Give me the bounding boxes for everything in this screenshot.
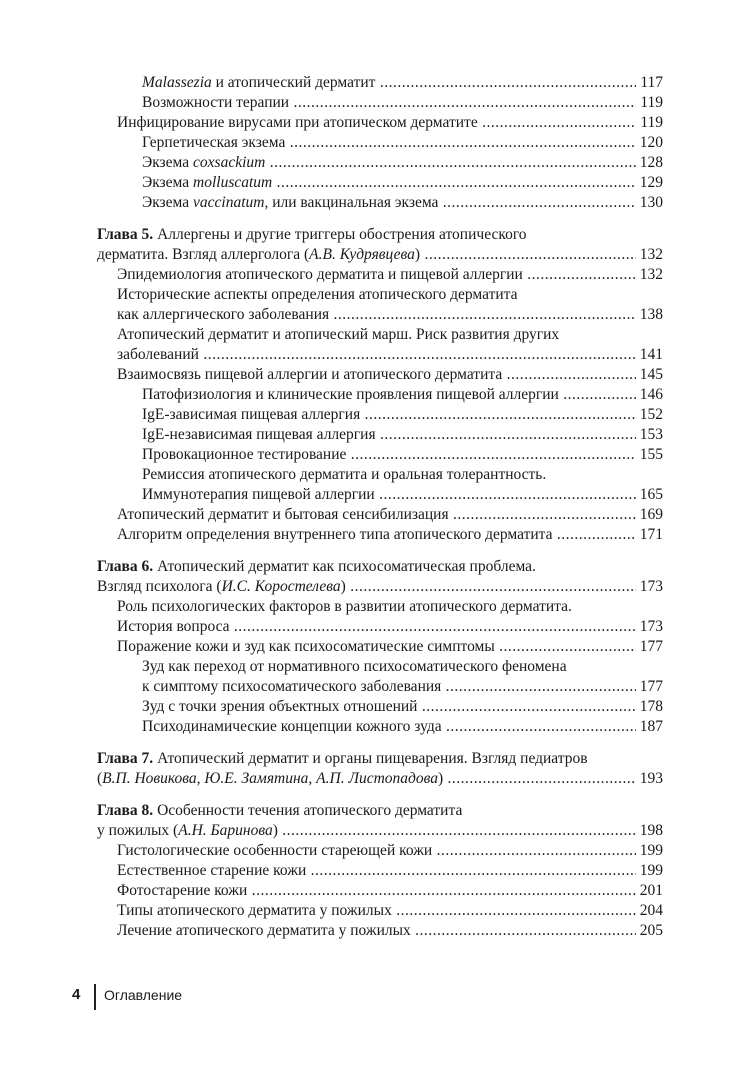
toc-page-number: 132 [636,265,663,285]
toc-entry [97,305,663,325]
toc-entry-title: Иммунотерапия пищевой аллергии ..... [142,486,663,503]
toc-entry [97,637,663,657]
toc-entry [97,345,663,365]
toc-entry-title: Поражение кожи и зуд как психосоматические симптомы ..... [117,638,663,655]
toc-page-number: 178 [636,697,663,717]
toc-entry-title: Алгоритм определения внутреннего типа атопического дерматита ..... [117,526,663,543]
toc-entry-title: Эпидемиология атопического дерматита и пищевой аллергии ..... [117,266,663,283]
toc-page-number: 198 [636,821,663,841]
toc-entry-title: Глава 5. Аллергены и другие триггеры обострения атопического [97,226,527,243]
footer-divider [94,984,96,1010]
toc-entry [97,697,663,717]
running-header-label: Оглавление [104,987,183,1003]
toc-page-number: 204 [636,901,663,921]
toc-entry [97,173,663,193]
section-gap [97,737,663,749]
section-gap [97,545,663,557]
toc-page-number: 130 [636,193,663,213]
toc-entry [97,841,663,861]
toc-page-number: 141 [636,345,663,365]
toc-page-number: 173 [636,577,663,597]
toc-entry [97,445,663,465]
toc-page-number: 169 [636,505,663,525]
toc-entry-title: к симптому психосоматического заболевания ..... [142,678,663,695]
toc-page-number: 152 [636,405,663,425]
toc-entry-title: Зуд с точки зрения объектных отношений ..... [142,698,663,715]
toc-entry [97,677,663,697]
toc-page-number: 117 [636,73,663,93]
toc-entry-title: как аллергического заболевания ..... [117,306,663,323]
toc-page-number: 171 [636,525,663,545]
toc-entry [97,73,663,93]
toc-entry [97,325,663,345]
toc-entry [97,113,663,133]
toc-entry-title: дерматита. Взгляд аллерголога (А.В. Кудрявцева) ..... [97,246,663,263]
toc-entry [97,425,663,445]
toc-entry-title: Глава 8. Особенности течения атопического дерматита [97,802,463,819]
toc-entry-title: Ремиссия атопического дерматита и оральная толерантность. [142,466,547,483]
toc-entry-title: IgE-независимая пищевая аллергия ..... [142,426,663,443]
toc-entry-title: Патофизиология и клинические проявления пищевой аллергии ..... [142,386,663,403]
toc-entry [97,657,663,677]
toc-page-number: 173 [636,617,663,637]
toc-entry [97,525,663,545]
toc-entry [97,557,663,577]
toc-entry [97,597,663,617]
toc-page-number: 201 [636,881,663,901]
toc-entry [97,749,663,769]
toc-entry-title: Взаимосвязь пищевой аллергии и атопического дерматита ..... [117,366,663,383]
toc-page-number: 146 [636,385,663,405]
toc-page-number: 187 [636,717,663,737]
toc-page-number: 145 [636,365,663,385]
toc-page-number: 132 [636,245,663,265]
toc-page-number: 120 [636,133,663,153]
table-of-contents [97,73,663,941]
toc-entry-title: Естественное старение кожи ..... [117,862,663,879]
section-gap [97,213,663,225]
toc-page-number: 165 [636,485,663,505]
toc-page-number: 193 [636,769,663,789]
toc-entry [97,901,663,921]
toc-page-number: 199 [636,861,663,881]
toc-entry [97,465,663,485]
toc-entry-title: Атопический дерматит и атопический марш. Риск развития других [117,326,560,343]
toc-entry-title: Гистологические особенности стареющей кожи ..... [117,842,663,859]
toc-page-number: 177 [636,677,663,697]
toc-entry [97,405,663,425]
toc-entry [97,769,663,789]
toc-entry-title: Взгляд психолога (И.С. Коростелева) ..... [97,578,663,595]
toc-entry [97,485,663,505]
toc-entry [97,245,663,265]
toc-page-number: 199 [636,841,663,861]
toc-entry-title: Фотостарение кожи ..... [117,882,663,899]
toc-page-number: 155 [636,445,663,465]
toc-entry [97,265,663,285]
toc-entry [97,153,663,173]
toc-page-number: 205 [636,921,663,941]
toc-entry-title: заболеваний ..... [117,346,663,363]
toc-entry [97,861,663,881]
toc-entry [97,193,663,213]
toc-entry-title: Экзема molluscatum ..... [142,174,663,191]
toc-entry [97,801,663,821]
toc-entry-title: Возможности терапии ..... [142,94,663,111]
toc-entry-title: Глава 6. Атопический дерматит как психосоматическая проблема. [97,558,536,575]
toc-entry [97,921,663,941]
toc-entry-title: Экзема vaccinatum, или вакцинальная экзема ..... [142,194,663,211]
toc-page-number: 119 [636,93,663,113]
toc-entry [97,93,663,113]
toc-entry [97,617,663,637]
toc-entry-title: Malassezia и атопический дерматит ..... [142,74,663,91]
page-number: 4 [72,986,81,1003]
toc-page-number: 138 [636,305,663,325]
toc-entry [97,881,663,901]
toc-entry-title: Типы атопического дерматита у пожилых ..... [117,902,663,919]
toc-page-number: 129 [636,173,663,193]
toc-entry [97,133,663,153]
toc-entry [97,717,663,737]
toc-entry-title: Исторические аспекты определения атопического дерматита [117,286,518,303]
toc-entry [97,385,663,405]
toc-entry [97,577,663,597]
toc-entry-title: IgE-зависимая пищевая аллергия ..... [142,406,663,423]
toc-page-number: 177 [636,637,663,657]
toc-entry-title: История вопроса ..... [117,618,663,635]
toc-page-number: 119 [636,113,663,133]
toc-entry-title: Лечение атопического дерматита у пожилых ..... [117,922,663,939]
toc-entry-title: Глава 7. Атопический дерматит и органы пищеварения. Взгляд педиатров [97,750,588,767]
toc-page-number: 128 [636,153,663,173]
toc-entry-title: Экзема coxsackium ..... [142,154,663,171]
toc-entry [97,821,663,841]
toc-entry-title: (В.П. Новикова, Ю.Е. Замятина, А.П. Листопадова) ..... [97,770,663,787]
toc-entry-title: Провокационное тестирование ..... [142,446,663,463]
toc-entry-title: Инфицирование вирусами при атопическом дерматите ..... [117,114,663,131]
toc-page-number: 153 [636,425,663,445]
toc-entry-title: Атопический дерматит и бытовая сенсибилизация ..... [117,506,663,523]
toc-entry [97,505,663,525]
toc-entry-title: Роль психологических факторов в развитии атопического дерматита. [117,598,572,615]
toc-entry-title: Зуд как переход от нормативного психосоматического феномена [142,658,567,675]
section-gap [97,789,663,801]
toc-entry [97,285,663,305]
toc-entry-title: Герпетическая экзема ..... [142,134,663,151]
toc-entry-title: Психодинамические концепции кожного зуда ..... [142,718,663,735]
toc-entry-title: у пожилых (А.Н. Баринова) ..... [97,822,663,839]
toc-entry [97,365,663,385]
toc-entry [97,225,663,245]
